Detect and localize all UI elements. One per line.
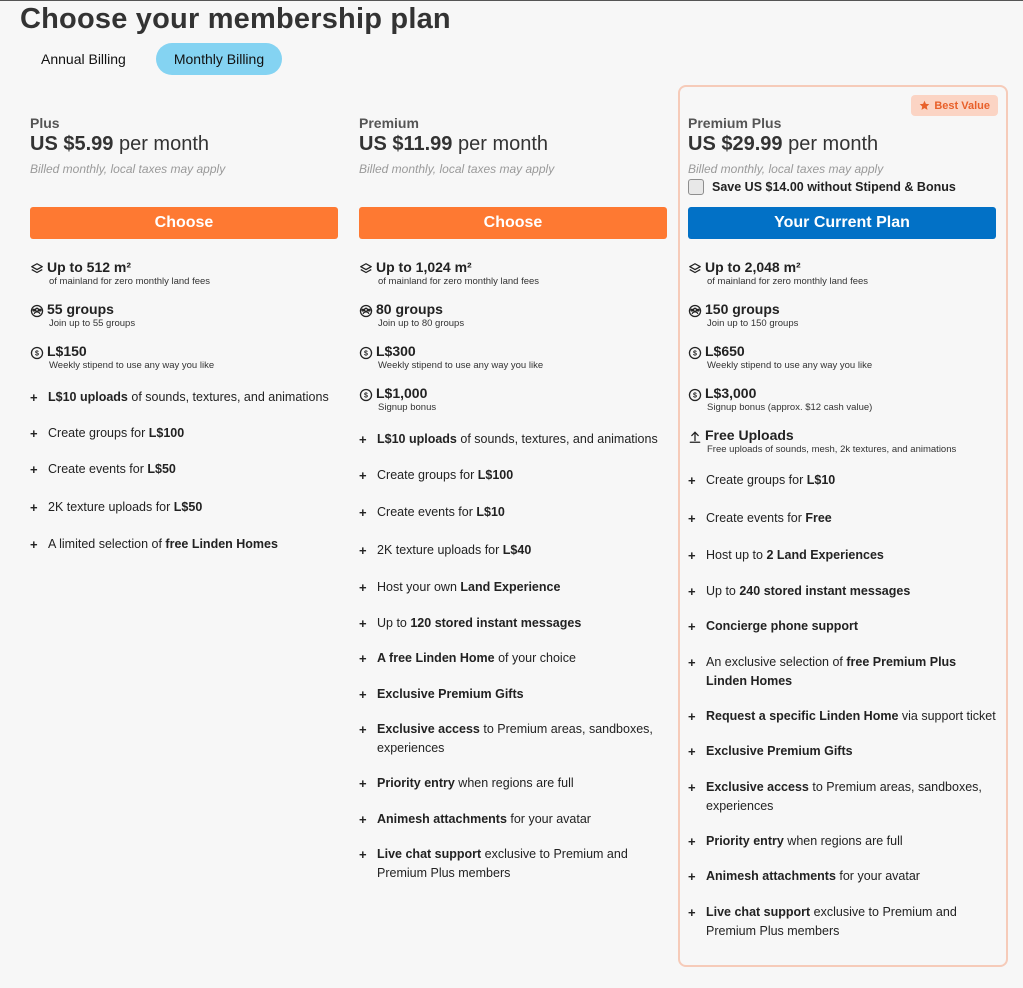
layers-icon <box>359 260 376 276</box>
feature-item <box>30 302 340 329</box>
feature-subtitle: Join up to 80 groups <box>378 318 465 329</box>
plus-icon: + <box>688 511 696 526</box>
benefit-text: Up to 120 stored instant messages <box>377 616 582 630</box>
benefit-text: Create groups for L$10 <box>706 473 836 487</box>
benefit-text: Create events for L$50 <box>48 462 176 476</box>
feature-item <box>688 302 998 329</box>
plus-icon: + <box>359 468 367 483</box>
benefit-item <box>30 460 340 479</box>
coin-icon <box>359 386 376 402</box>
feature-item <box>688 428 998 455</box>
feature-subtitle: of mainland for zero monthly land fees <box>378 276 540 287</box>
plus-icon: + <box>30 537 38 552</box>
plus-icon: + <box>30 390 38 405</box>
benefit-text: L$10 uploads of sounds, textures, and animations <box>48 390 329 404</box>
benefit-text: Live chat support exclusive to Premium and Premium Plus members <box>706 905 957 938</box>
benefit-item <box>30 388 340 407</box>
feature-title: Free Uploads <box>705 427 794 443</box>
benefit-item <box>688 742 998 761</box>
billing-note: Billed monthly, local taxes may apply <box>30 162 226 176</box>
feature-title: L$1,000 <box>376 385 428 401</box>
page-title: Choose your membership plan <box>20 3 451 35</box>
coin-icon <box>30 344 47 360</box>
plan-price: US $29.99 per month <box>688 133 879 155</box>
plus-icon: + <box>688 619 696 634</box>
coin-icon <box>688 386 705 402</box>
plan-name: Premium Plus <box>688 115 782 131</box>
plus-icon: + <box>359 580 367 595</box>
benefit-item <box>30 535 340 554</box>
feature-item <box>688 386 998 413</box>
benefit-text: Animesh attachments for your avatar <box>377 812 591 826</box>
plus-icon: + <box>688 709 696 724</box>
benefit-text: Request a specific Linden Home via support ticket <box>706 709 996 723</box>
benefit-text: Create events for Free <box>706 511 832 525</box>
benefit-text: Create groups for L$100 <box>377 468 514 482</box>
plus-icon: + <box>359 776 367 791</box>
benefit-item <box>359 845 669 883</box>
benefit-item <box>359 685 669 704</box>
benefit-item <box>688 653 998 691</box>
benefit-item <box>688 778 998 816</box>
benefit-item <box>359 810 669 829</box>
feature-item <box>359 386 669 413</box>
plus-icon: + <box>359 812 367 827</box>
benefit-text: Exclusive Premium Gifts <box>706 744 853 758</box>
feature-item <box>359 260 669 287</box>
plus-icon: + <box>359 687 367 702</box>
choose-premium-button[interactable]: Choose <box>359 207 667 239</box>
benefit-item <box>688 707 998 726</box>
benefit-item <box>359 614 669 633</box>
feature-item <box>688 260 998 287</box>
benefit-item <box>688 509 998 528</box>
feature-subtitle: Signup bonus (approx. $12 cash value) <box>707 402 873 413</box>
monthly-billing-tab[interactable]: Monthly Billing <box>156 43 282 75</box>
benefit-text: Up to 240 stored instant messages <box>706 584 911 598</box>
choose-plus-button[interactable]: Choose <box>30 207 338 239</box>
plus-icon: + <box>30 500 38 515</box>
benefit-item <box>359 466 669 485</box>
feature-title: L$650 <box>705 343 745 359</box>
benefit-item <box>30 424 340 443</box>
plan-price: US $11.99 per month <box>359 133 549 155</box>
benefit-item <box>688 546 998 565</box>
benefit-text: Exclusive access to Premium areas, sandboxes, experiences <box>377 722 653 755</box>
benefit-item <box>688 617 998 636</box>
benefit-text: Concierge phone support <box>706 619 859 633</box>
plan-name: Premium <box>359 115 419 131</box>
current-plan-button[interactable]: Your Current Plan <box>688 207 996 239</box>
benefit-item <box>359 541 669 560</box>
feature-subtitle: of mainland for zero monthly land fees <box>707 276 869 287</box>
feature-item <box>30 260 340 287</box>
feature-subtitle: Join up to 150 groups <box>707 318 799 329</box>
upload-icon <box>688 428 705 444</box>
plus-icon: + <box>359 722 367 737</box>
benefit-item <box>359 430 669 449</box>
plus-icon: + <box>688 548 696 563</box>
coin-icon <box>359 344 376 360</box>
coin-icon <box>688 344 705 360</box>
benefit-text: Create events for L$10 <box>377 505 505 519</box>
benefit-text: A free Linden Home of your choice <box>377 651 576 665</box>
plus-icon: + <box>359 847 367 862</box>
billing-toggle <box>23 43 282 75</box>
feature-item <box>30 344 340 371</box>
benefit-item <box>688 471 998 490</box>
feature-title: 80 groups <box>376 301 443 317</box>
benefit-item <box>359 578 669 597</box>
benefit-item <box>688 867 998 886</box>
plus-icon: + <box>688 905 696 920</box>
groups-icon <box>359 302 376 318</box>
feature-title: Up to 512 m² <box>47 259 132 275</box>
save-label: Save US $14.00 without Stipend & Bonus <box>712 180 956 194</box>
benefit-text: Live chat support exclusive to Premium and Premium Plus members <box>377 847 628 880</box>
benefit-item <box>359 649 669 668</box>
benefit-text: An exclusive selection of free Premium Plus Linden Homes <box>706 655 957 688</box>
feature-subtitle: Signup bonus <box>378 402 437 413</box>
benefit-text: Animesh attachments for your avatar <box>706 869 920 883</box>
billing-note: Billed monthly, local taxes may apply <box>359 162 555 176</box>
feature-item <box>359 344 669 371</box>
plus-icon: + <box>688 780 696 795</box>
plus-icon: + <box>359 616 367 631</box>
plus-icon: + <box>688 655 696 670</box>
plus-icon: + <box>359 543 367 558</box>
benefit-item <box>688 832 998 851</box>
benefit-item <box>359 503 669 522</box>
groups-icon <box>688 302 705 318</box>
benefit-item <box>688 903 998 941</box>
benefit-text: 2K texture uploads for L$50 <box>48 500 203 514</box>
plan-name: Plus <box>30 115 60 131</box>
feature-title: Up to 2,048 m² <box>705 259 801 275</box>
plus-icon: + <box>359 651 367 666</box>
feature-title: L$150 <box>47 343 87 359</box>
plan-price: US $5.99 per month <box>30 133 209 155</box>
save-checkbox[interactable] <box>688 179 704 195</box>
benefit-text: Host your own Land Experience <box>377 580 561 594</box>
benefit-text: Priority entry when regions are full <box>377 776 574 790</box>
benefit-text: Create groups for L$100 <box>48 426 185 440</box>
plus-icon: + <box>359 505 367 520</box>
feature-title: L$300 <box>376 343 416 359</box>
plus-icon: + <box>359 432 367 447</box>
benefit-text: L$10 uploads of sounds, textures, and animations <box>377 432 658 446</box>
svg-text:$: $ <box>693 392 697 400</box>
benefit-text: Exclusive Premium Gifts <box>377 687 524 701</box>
benefit-text: A limited selection of free Linden Homes <box>48 537 278 551</box>
billing-note: Billed monthly, local taxes may apply <box>688 162 884 176</box>
feature-title: Up to 1,024 m² <box>376 259 472 275</box>
benefit-item <box>688 582 998 601</box>
plus-icon: + <box>688 744 696 759</box>
feature-subtitle: Join up to 55 groups <box>49 318 136 329</box>
feature-subtitle: of mainland for zero monthly land fees <box>49 276 211 287</box>
plus-icon: + <box>30 426 38 441</box>
plus-icon: + <box>30 462 38 477</box>
best-value-badge: Best Value <box>911 95 998 116</box>
feature-title: L$3,000 <box>705 385 757 401</box>
feature-subtitle: Weekly stipend to use any way you like <box>707 360 873 371</box>
benefit-text: Priority entry when regions are full <box>706 834 903 848</box>
star-icon <box>919 100 930 111</box>
feature-subtitle: Free uploads of sounds, mesh, 2k textures, and animations <box>707 444 957 455</box>
plus-icon: + <box>688 834 696 849</box>
svg-text:$: $ <box>693 350 697 358</box>
feature-title: 55 groups <box>47 301 114 317</box>
feature-item <box>359 302 669 329</box>
layers-icon <box>30 260 47 276</box>
feature-subtitle: Weekly stipend to use any way you like <box>49 360 215 371</box>
benefit-text: Host up to 2 Land Experiences <box>706 548 884 562</box>
plus-icon: + <box>688 869 696 884</box>
plan-card-premium-plus <box>678 85 1008 967</box>
benefit-item <box>30 498 340 517</box>
benefit-text: 2K texture uploads for L$40 <box>377 543 532 557</box>
save-option[interactable] <box>688 179 956 195</box>
groups-icon <box>30 302 47 318</box>
svg-text:$: $ <box>364 392 368 400</box>
plus-icon: + <box>688 473 696 488</box>
layers-icon <box>688 260 705 276</box>
svg-text:$: $ <box>35 350 39 358</box>
feature-title: 150 groups <box>705 301 780 317</box>
feature-item <box>688 344 998 371</box>
benefit-item <box>359 774 669 793</box>
plus-icon: + <box>688 584 696 599</box>
benefit-text: Exclusive access to Premium areas, sandboxes, experiences <box>706 780 982 813</box>
benefit-item <box>359 720 669 758</box>
annual-billing-tab[interactable]: Annual Billing <box>41 51 126 67</box>
feature-subtitle: Weekly stipend to use any way you like <box>378 360 544 371</box>
svg-text:$: $ <box>364 350 368 358</box>
